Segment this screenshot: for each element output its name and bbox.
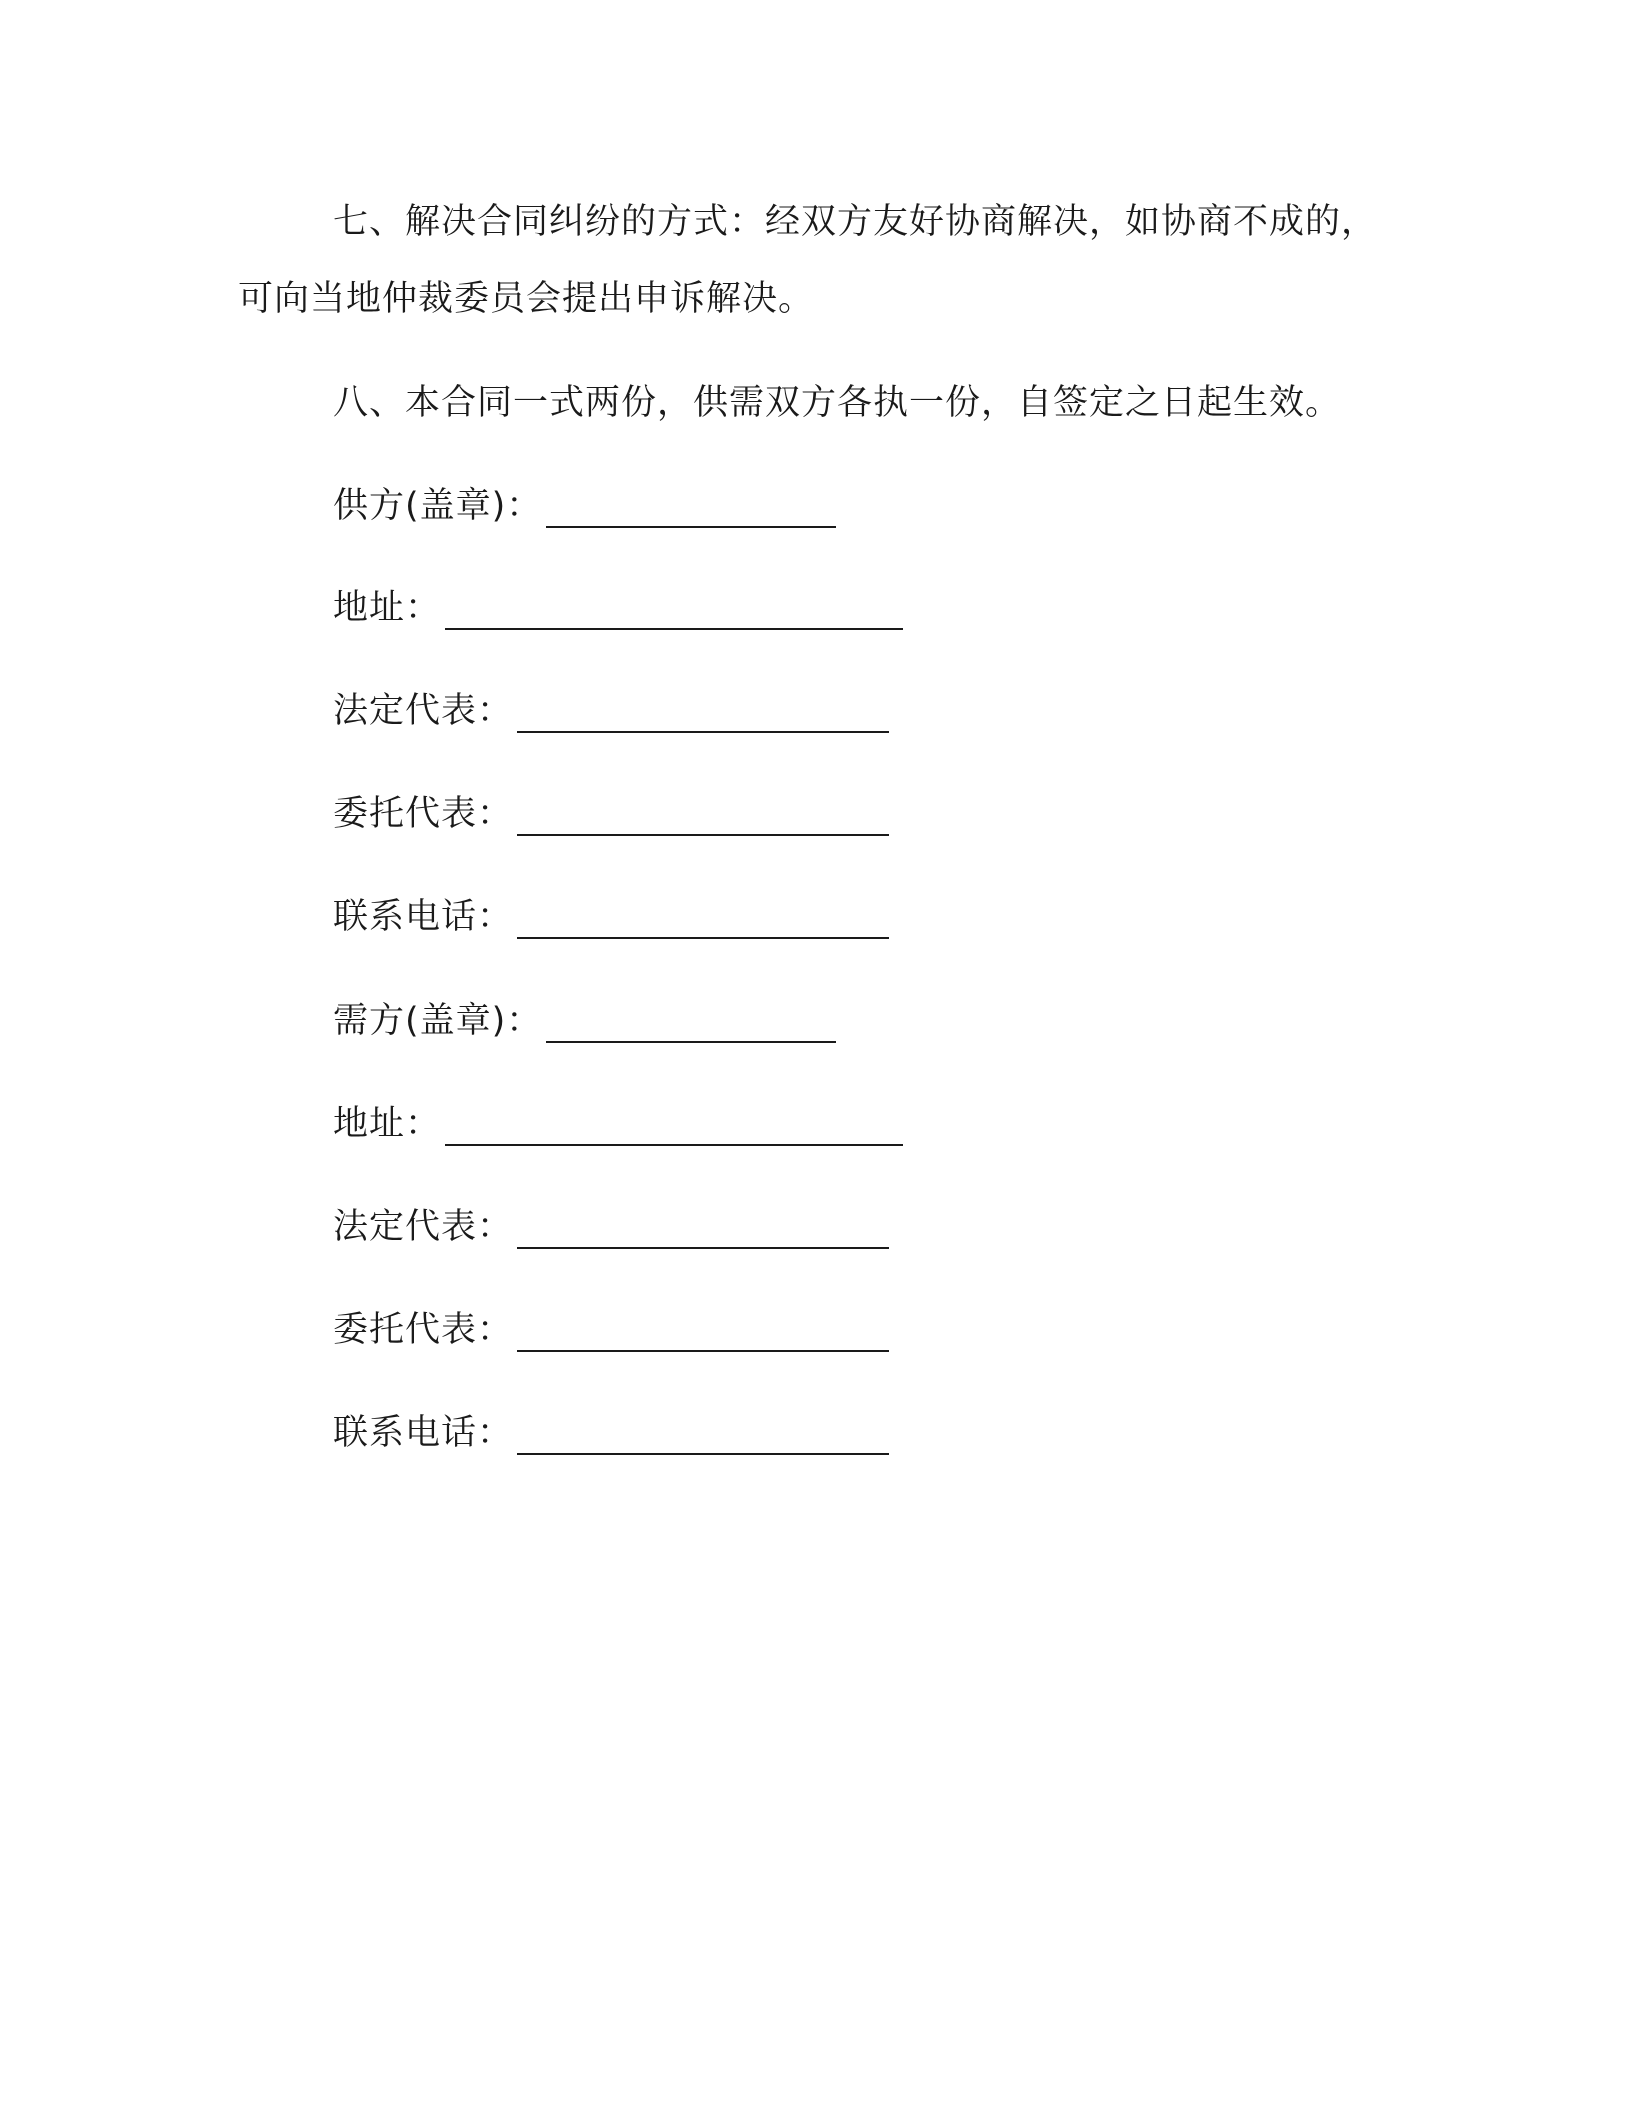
buyer-phone-label: 联系电话： <box>333 1413 514 1453</box>
supplier-address-label: 地址： <box>333 588 442 628</box>
buyer-address-field <box>333 1096 903 1146</box>
buyer-seal-label: 需方(盖章)： <box>333 1001 543 1041</box>
supplier-phone-field <box>333 889 889 939</box>
buyer-agent-label: 委托代表： <box>333 1310 514 1350</box>
buyer-agent-blank[interactable] <box>517 1314 889 1352</box>
buyer-seal-field <box>333 993 836 1043</box>
supplier-agent-blank[interactable] <box>517 798 889 836</box>
supplier-seal-field <box>333 478 836 528</box>
supplier-agent-label: 委托代表： <box>333 794 514 834</box>
clause-7-line-2: 可向当地仲裁委员会提出申诉解决。 <box>238 279 815 319</box>
buyer-phone-field <box>333 1405 889 1455</box>
supplier-seal-blank[interactable] <box>546 490 836 528</box>
buyer-legal-rep-label: 法定代表： <box>333 1207 514 1247</box>
supplier-phone-blank[interactable] <box>517 901 889 939</box>
buyer-address-blank[interactable] <box>445 1108 903 1146</box>
supplier-legal-rep-label: 法定代表： <box>333 691 514 731</box>
buyer-legal-rep-field <box>333 1199 889 1249</box>
supplier-agent-field <box>333 786 889 836</box>
buyer-agent-field <box>333 1302 889 1352</box>
buyer-seal-blank[interactable] <box>546 1005 836 1043</box>
supplier-seal-label: 供方(盖章)： <box>333 486 543 526</box>
supplier-address-field <box>333 580 903 630</box>
buyer-legal-rep-blank[interactable] <box>517 1211 889 1249</box>
clause-8: 八、本合同一式两份，供需双方各执一份，自签定之日起生效。 <box>333 383 1342 423</box>
buyer-address-label: 地址： <box>333 1104 442 1144</box>
supplier-phone-label: 联系电话： <box>333 897 514 937</box>
supplier-legal-rep-field <box>333 683 889 733</box>
supplier-legal-rep-blank[interactable] <box>517 695 889 733</box>
supplier-address-blank[interactable] <box>445 592 903 630</box>
buyer-phone-blank[interactable] <box>517 1417 889 1455</box>
clause-7-line-1: 七、解决合同纠纷的方式：经双方友好协商解决，如协商不成的， <box>333 202 1378 242</box>
